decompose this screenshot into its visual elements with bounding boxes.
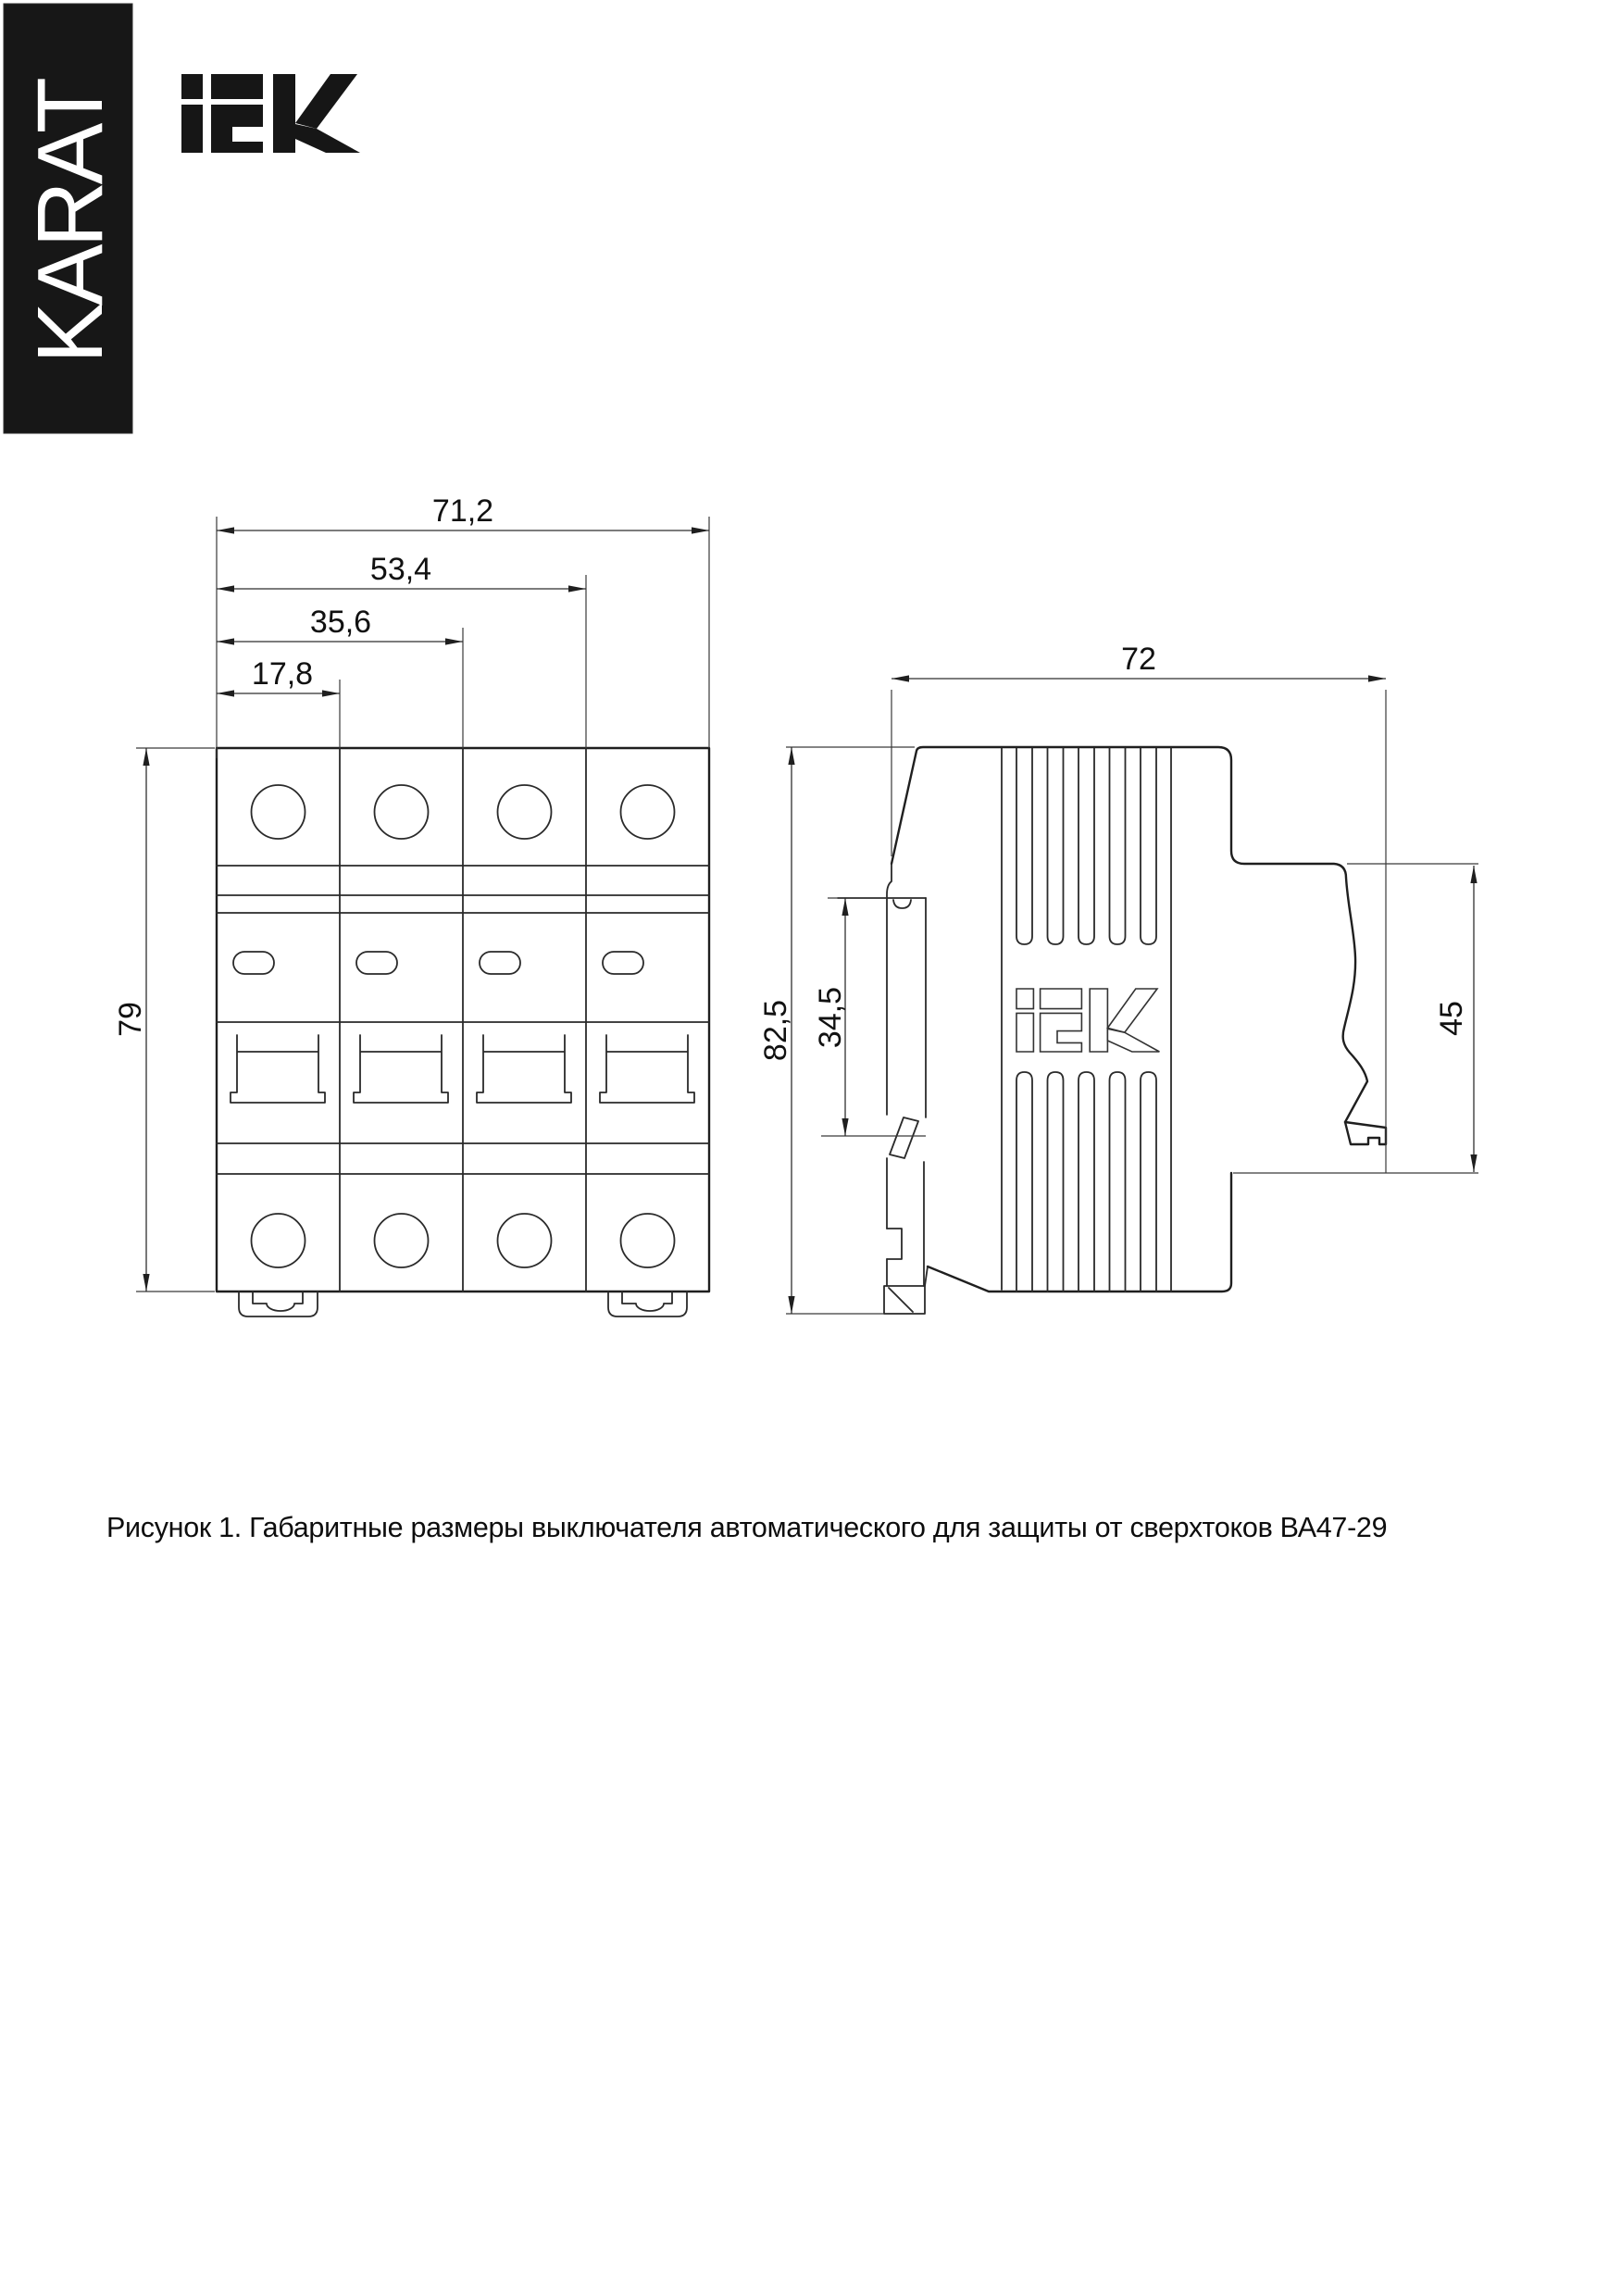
dim-depth-label: 72 bbox=[1121, 642, 1156, 677]
extension-lines-front bbox=[136, 517, 709, 1292]
karat-banner bbox=[4, 4, 132, 433]
dim-two-module-label: 35,6 bbox=[309, 605, 372, 640]
vent-slots-upper bbox=[1016, 748, 1156, 944]
din-clips bbox=[239, 1292, 687, 1316]
banner-title: KARAT bbox=[19, 81, 122, 364]
din-rail-back bbox=[838, 864, 928, 1314]
iek-logo-mark bbox=[181, 74, 360, 153]
dim-rail-offset-label: 34,5 bbox=[813, 986, 848, 1049]
dim-side-height-label: 82,5 bbox=[758, 999, 793, 1062]
label-windows bbox=[233, 952, 643, 974]
breaker-body-side bbox=[892, 747, 1367, 1122]
dim-front-height-label: 79 bbox=[113, 1002, 148, 1037]
figure-caption: Рисунок 1. Габаритные размеры выключателя автоматического для защиты от сверхтоков ВА47-29 bbox=[106, 1512, 1388, 1543]
side-view bbox=[838, 747, 1386, 1314]
dim-front-face-label: 45 bbox=[1434, 1001, 1469, 1036]
front-view-dimensions bbox=[113, 493, 709, 1292]
iek-logo bbox=[181, 74, 360, 153]
front-view bbox=[217, 748, 709, 1316]
vent-slots-lower bbox=[1016, 1072, 1156, 1292]
dim-three-module-label: 53,4 bbox=[369, 552, 432, 587]
dim-overall-width-label: 71,2 bbox=[431, 493, 494, 529]
dimension-lines-front bbox=[146, 530, 709, 1292]
side-view-dimensions bbox=[758, 642, 1478, 1314]
module-dividers bbox=[340, 748, 586, 1292]
side-lower-block bbox=[928, 1173, 1231, 1292]
iek-logo-embossed bbox=[1016, 989, 1159, 1052]
dim-one-module-label: 17,8 bbox=[251, 656, 314, 692]
latch-foot bbox=[1345, 1122, 1386, 1144]
